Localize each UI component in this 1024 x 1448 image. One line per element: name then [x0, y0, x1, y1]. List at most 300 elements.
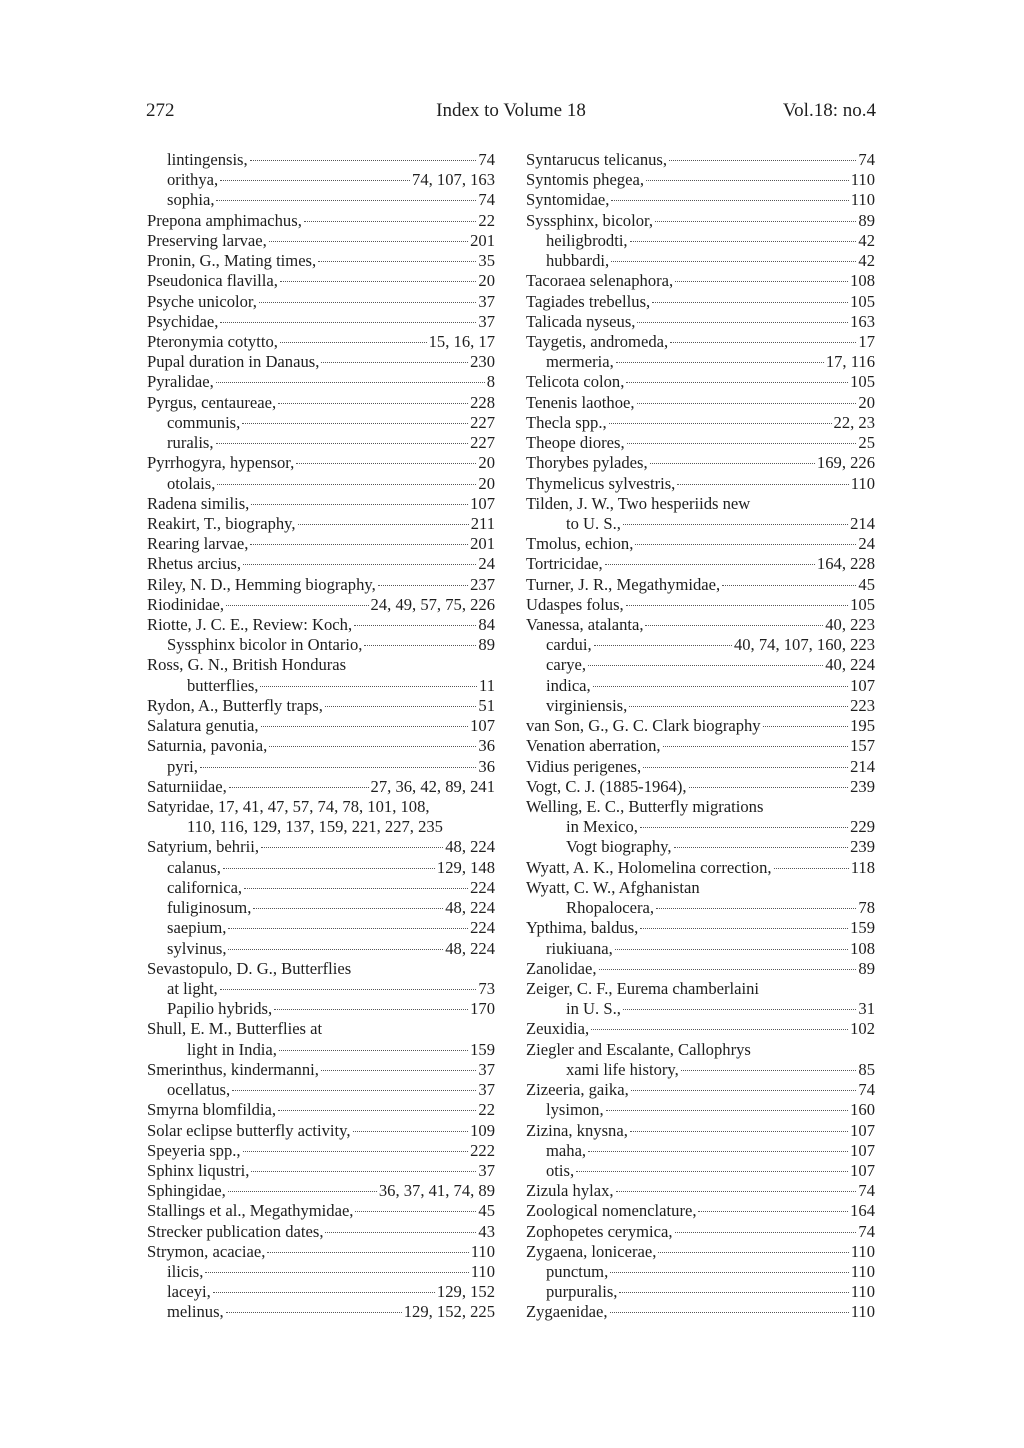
- index-term: Thorybes pylades,: [526, 453, 648, 473]
- index-term: light in India,: [187, 1039, 277, 1059]
- dot-leader: [267, 1252, 468, 1253]
- index-entry: [147, 1040, 495, 1060]
- index-term: Rhetus arcius,: [147, 554, 242, 574]
- page-references: 74: [858, 1080, 875, 1100]
- dot-leader: [228, 928, 468, 929]
- index-term: Syntomidae,: [526, 190, 610, 210]
- index-term: cardui,: [546, 635, 592, 655]
- page-references: 157: [850, 736, 875, 756]
- index-entry: [147, 251, 495, 271]
- index-term: Sphingidae,: [147, 1181, 226, 1201]
- dot-leader: [325, 1232, 476, 1233]
- dot-leader: [220, 322, 476, 323]
- index-term: Pupal duration in Danaus,: [147, 352, 320, 372]
- page-references: 37: [478, 291, 495, 311]
- index-entry: [526, 837, 875, 857]
- page-references: 78: [858, 898, 875, 918]
- dot-leader: [353, 1131, 469, 1132]
- index-entry: [147, 959, 495, 979]
- dot-leader: [229, 787, 369, 788]
- dot-leader: [355, 1211, 476, 1212]
- dot-leader: [321, 362, 468, 363]
- page-references: 230: [470, 352, 495, 372]
- index-term: Riodinidae,: [147, 594, 224, 614]
- index-term: Shull, E. M., Butterflies at: [147, 1019, 323, 1039]
- dot-leader: [280, 281, 477, 282]
- index-term: Smyrna blomfildia,: [147, 1100, 277, 1120]
- page-references: 89: [858, 210, 875, 230]
- index-term: Strymon, acaciae,: [147, 1241, 266, 1261]
- index-term: lintingensis,: [167, 150, 248, 169]
- dot-leader: [228, 1191, 377, 1192]
- index-entry: [147, 898, 495, 918]
- index-entry: [147, 1302, 495, 1322]
- index-term: otolais,: [167, 473, 216, 493]
- index-entry: [147, 1222, 495, 1242]
- index-term: Ross, G. N., British Honduras: [147, 655, 347, 675]
- page-references: 107: [850, 1140, 875, 1160]
- index-entry: [526, 190, 875, 210]
- dot-leader: [674, 847, 849, 848]
- dot-leader: [652, 302, 848, 303]
- index-entry: [526, 372, 875, 392]
- page-references: 107: [850, 1160, 875, 1180]
- dot-leader: [658, 1252, 848, 1253]
- page-references: 229: [850, 817, 875, 837]
- index-term: laceyi,: [167, 1282, 211, 1302]
- dot-leader: [681, 1070, 857, 1071]
- index-entry: [526, 1121, 875, 1141]
- index-term: melinus,: [167, 1302, 224, 1322]
- page-references: 110: [850, 473, 875, 493]
- index-term: Preserving larvae,: [147, 230, 267, 250]
- dot-leader: [588, 665, 823, 666]
- index-entry: [526, 453, 875, 473]
- dot-leader: [217, 484, 476, 485]
- index-term: Speyeria spp.,: [147, 1140, 241, 1160]
- dot-leader: [594, 645, 732, 646]
- index-entry: [147, 372, 495, 392]
- index-entry: [147, 554, 495, 574]
- page-references: 40, 224: [825, 655, 875, 675]
- index-entry: [526, 1080, 875, 1100]
- index-term: Udaspes folus,: [526, 594, 624, 614]
- index-entry: [526, 595, 875, 615]
- dot-leader: [626, 605, 848, 606]
- dot-leader: [640, 827, 848, 828]
- page-references: 24: [478, 554, 495, 574]
- index-term: Zanolidae,: [526, 958, 597, 978]
- dot-leader: [223, 868, 435, 869]
- dot-leader: [261, 847, 443, 848]
- index-entry: [147, 635, 495, 655]
- page-references: 36: [478, 756, 495, 776]
- page-references: 37: [478, 1160, 495, 1180]
- page-references: 15, 16, 17: [428, 331, 495, 351]
- dot-leader: [630, 1131, 848, 1132]
- dot-leader: [232, 1090, 476, 1091]
- index-term: ocellatus,: [167, 1080, 231, 1100]
- page-references: 118: [850, 857, 875, 877]
- index-entry: [526, 939, 875, 959]
- page-references: 129, 152: [436, 1282, 495, 1302]
- dot-leader: [278, 403, 468, 404]
- page-references: 201: [470, 230, 495, 250]
- index-term: Zoological nomenclature,: [526, 1201, 697, 1221]
- index-term: indica,: [546, 675, 591, 695]
- page-header: [146, 100, 876, 130]
- page-references: 110: [470, 1241, 495, 1261]
- index-entry: [147, 939, 495, 959]
- page-references: 48, 224: [445, 898, 495, 918]
- index-term: xami life history,: [566, 1059, 679, 1079]
- dot-leader: [611, 261, 856, 262]
- index-term: Venation aberration,: [526, 736, 661, 756]
- dot-leader: [216, 200, 476, 201]
- dot-leader: [763, 726, 849, 727]
- index-entry: [526, 878, 875, 898]
- index-term: maha,: [546, 1140, 587, 1160]
- dot-leader: [650, 463, 815, 464]
- index-entry: [147, 292, 495, 312]
- index-term: Vogt, C. J. (1885-1964),: [526, 776, 687, 796]
- index-term: Riotte, J. C. E., Review: Koch,: [147, 615, 353, 635]
- index-term: Reakirt, T., biography,: [147, 513, 296, 533]
- dot-leader: [205, 1272, 468, 1273]
- index-term: Zygaenidae,: [526, 1302, 608, 1322]
- page-references: 22: [478, 1100, 495, 1120]
- index-entry: [147, 433, 495, 453]
- index-entry: [526, 797, 875, 817]
- page-references: 8: [486, 372, 495, 392]
- page-references: 129, 152, 225: [403, 1302, 495, 1322]
- index-entry: [147, 494, 495, 514]
- index-entry: [147, 918, 495, 938]
- index-term: Zizula hylax,: [526, 1181, 614, 1201]
- index-term: in Mexico,: [566, 817, 638, 837]
- index-entry: [526, 757, 875, 777]
- page-references: 48, 224: [445, 837, 495, 857]
- index-term: to U. S.,: [566, 513, 621, 533]
- page-references: 24: [858, 534, 875, 554]
- index-entry: [147, 797, 495, 817]
- index-term: Pteronymia cotytto,: [147, 331, 278, 351]
- dot-leader: [378, 585, 468, 586]
- index-entry: [147, 757, 495, 777]
- page-references: 159: [850, 918, 875, 938]
- index-entry: [526, 1302, 875, 1322]
- index-entry: [526, 1222, 875, 1242]
- page-references: 37: [478, 1059, 495, 1079]
- index-term: lysimon,: [546, 1100, 604, 1120]
- index-entry: [526, 696, 875, 716]
- index-entry: [147, 979, 495, 999]
- page-references: 22: [478, 210, 495, 230]
- index-entry: [147, 1161, 495, 1181]
- page-references: 74, 107, 163: [412, 170, 495, 190]
- index-term: Pronin, G., Mating times,: [147, 251, 317, 271]
- page-references: 222: [470, 1140, 495, 1160]
- index-entry: [526, 413, 875, 433]
- index-term: Sphinx liqustri,: [147, 1160, 250, 1180]
- index-term: punctum,: [546, 1262, 609, 1282]
- index-entry: [526, 332, 875, 352]
- index-entry: [526, 271, 875, 291]
- index-term: Thymelicus sylvestris,: [526, 473, 676, 493]
- index-column-left: [147, 150, 495, 1323]
- index-entry: [147, 716, 495, 736]
- dot-leader: [656, 908, 856, 909]
- index-entry: [147, 332, 495, 352]
- running-title: Index to Volume 18: [436, 100, 586, 121]
- index-term: Syntarucus telicanus,: [526, 150, 668, 169]
- page-references: 107: [850, 675, 875, 695]
- index-term: Vogt biography,: [566, 837, 672, 857]
- index-entry: [147, 1080, 495, 1100]
- index-term: Zygaena, lonicerae,: [526, 1241, 657, 1261]
- index-entry: [147, 271, 495, 291]
- index-term: Zophopetes cerymica,: [526, 1221, 673, 1241]
- dot-leader: [675, 1232, 857, 1233]
- page-references: 84: [478, 615, 495, 635]
- dot-leader: [591, 1029, 848, 1030]
- dot-leader: [631, 1090, 857, 1091]
- index-entry: [147, 413, 495, 433]
- dot-leader: [610, 1312, 849, 1313]
- index-entry: [147, 1100, 495, 1120]
- index-term: Sevastopulo, D. G., Butterflies: [147, 958, 352, 978]
- index-entry: [526, 898, 875, 918]
- page-references: 110: [850, 190, 875, 210]
- index-entry: [526, 1141, 875, 1161]
- dot-leader: [669, 160, 856, 161]
- index-entry: [147, 878, 495, 898]
- index-entry: [526, 494, 875, 514]
- dot-leader: [216, 382, 485, 383]
- dot-leader: [216, 443, 469, 444]
- dot-leader: [605, 564, 815, 565]
- index-term: hubbardi,: [546, 251, 610, 271]
- page-references: 74: [858, 1181, 875, 1201]
- dot-leader: [279, 1050, 468, 1051]
- page-references: 48, 224: [445, 938, 495, 958]
- index-term: communis,: [167, 412, 241, 432]
- dot-leader: [588, 1151, 848, 1152]
- index-term: otis,: [546, 1160, 575, 1180]
- index-entry: [526, 676, 875, 696]
- page-references: 35: [478, 251, 495, 271]
- index-term: Ypthima, baldus,: [526, 918, 639, 938]
- page-references: 110: [850, 1262, 875, 1282]
- dot-leader: [250, 544, 468, 545]
- index-term: virginiensis,: [546, 695, 628, 715]
- index-entry: [526, 959, 875, 979]
- page-references: 89: [858, 958, 875, 978]
- index-term: Taygetis, andromeda,: [526, 331, 669, 351]
- index-term: Zeiger, C. F., Eurema chamberlaini: [526, 978, 760, 998]
- index-term: in U. S.,: [566, 999, 621, 1019]
- index-term: Pyralidae,: [147, 372, 214, 392]
- dot-leader: [609, 423, 832, 424]
- index-term: mermeria,: [546, 352, 614, 372]
- index-term: Tacoraea selenaphora,: [526, 271, 674, 291]
- page-references: 107: [470, 493, 495, 513]
- index-term: Zizina, knysna,: [526, 1120, 628, 1140]
- index-term: Talicada nyseus,: [526, 311, 636, 331]
- dot-leader: [298, 524, 469, 525]
- dot-leader: [610, 1272, 849, 1273]
- page-references: 224: [470, 918, 495, 938]
- index-entry: [526, 716, 875, 736]
- index-term: Rhopalocera,: [566, 898, 655, 918]
- page-references: 24, 49, 57, 75, 226: [370, 594, 495, 614]
- dot-leader: [200, 767, 477, 768]
- page-references: 211: [470, 513, 495, 533]
- index-term: Salatura genutia,: [147, 716, 259, 736]
- index-term: californica,: [167, 877, 243, 897]
- index-term: Syssphinx bicolor in Ontario,: [167, 635, 363, 655]
- dot-leader: [226, 605, 369, 606]
- index-entry: [526, 1040, 875, 1060]
- page-references: 163: [850, 311, 875, 331]
- index-entry: [147, 534, 495, 554]
- dot-leader: [228, 949, 443, 950]
- index-term: Wyatt, A. K., Holomelina correction,: [526, 857, 772, 877]
- dot-leader: [593, 686, 848, 687]
- index-entry: [147, 1019, 495, 1039]
- index-term: Saturniidae,: [147, 776, 227, 796]
- dot-leader: [626, 382, 848, 383]
- index-term: carye,: [546, 655, 587, 675]
- page-references: 110: [850, 1241, 875, 1261]
- page-references: 37: [478, 1080, 495, 1100]
- dot-leader: [663, 746, 849, 747]
- dot-leader: [616, 1191, 857, 1192]
- index-entry: [147, 1201, 495, 1221]
- index-entry: [526, 1262, 875, 1282]
- index-entry: [147, 1060, 495, 1080]
- page-references: 40, 74, 107, 160, 223: [733, 635, 875, 655]
- page-number: 272: [146, 100, 175, 121]
- page-references: 160: [850, 1100, 875, 1120]
- index-term: Satyrium, behrii,: [147, 837, 259, 857]
- page-references: 43: [478, 1221, 495, 1241]
- page-references: 164, 228: [816, 554, 875, 574]
- page-references: 20: [478, 453, 495, 473]
- dot-leader: [616, 362, 824, 363]
- index-term: Psyche unicolor,: [147, 291, 257, 311]
- page-references: 214: [850, 756, 875, 776]
- page-references: 51: [478, 695, 495, 715]
- index-entry: [147, 777, 495, 797]
- index-entry: [526, 575, 875, 595]
- page-references: 170: [470, 999, 495, 1019]
- page-references: 17, 116: [825, 352, 875, 372]
- index-term: Papilio hybrids,: [167, 999, 273, 1019]
- index-term: Zeuxidia,: [526, 1019, 590, 1039]
- page-references: 42: [858, 251, 875, 271]
- index-term: Tenenis laothoe,: [526, 392, 635, 412]
- index-entry: [147, 696, 495, 716]
- page-references: 110: [850, 170, 875, 190]
- page-references: 223: [850, 695, 875, 715]
- index-entry: [147, 1141, 495, 1161]
- index-term: Syssphinx, bicolor,: [526, 210, 654, 230]
- page-references: 74: [858, 1221, 875, 1241]
- dot-leader: [646, 180, 849, 181]
- dot-leader: [698, 1211, 848, 1212]
- index-term: Psychidae,: [147, 311, 219, 331]
- index-term: pyri,: [167, 756, 198, 776]
- index-entry: [526, 777, 875, 797]
- page-references: 74: [478, 150, 495, 169]
- index-entry: [526, 918, 875, 938]
- dot-leader: [325, 706, 477, 707]
- index-term: ruralis,: [167, 433, 214, 453]
- index-entry: [147, 170, 495, 190]
- dot-leader: [244, 888, 468, 889]
- page-references: 73: [478, 978, 495, 998]
- page-references: 108: [850, 938, 875, 958]
- index-term: purpuralis,: [546, 1282, 618, 1302]
- index-entry: [526, 352, 875, 372]
- dot-leader: [677, 484, 848, 485]
- index-term: van Son, G., G. C. Clark biography: [526, 716, 761, 736]
- page-references: 17: [858, 331, 875, 351]
- dot-leader: [630, 241, 857, 242]
- page-references: 74: [478, 190, 495, 210]
- index-entry: [147, 676, 495, 696]
- index-term: Saturnia, pavonia,: [147, 736, 268, 756]
- index-entry: [526, 514, 875, 534]
- index-term: Satyridae, 17, 41, 47, 57, 74, 78, 101, 108,: [147, 797, 430, 816]
- dot-leader: [576, 1171, 848, 1172]
- index-entry: [526, 1201, 875, 1221]
- page-references: 239: [850, 776, 875, 796]
- index-term: Pyrrhogyra, hypensor,: [147, 453, 295, 473]
- index-entry: [526, 211, 875, 231]
- index-term: heiligbrodti,: [546, 230, 628, 250]
- index-term: Syntomis phegea,: [526, 170, 644, 190]
- index-entry: [147, 999, 495, 1019]
- dot-leader: [623, 1009, 857, 1010]
- index-term: Stallings et al., Megathymidae,: [147, 1201, 354, 1221]
- dot-leader: [611, 200, 848, 201]
- index-entry: [147, 211, 495, 231]
- index-entry: [526, 999, 875, 1019]
- index-term: Rydon, A., Butterfly traps,: [147, 695, 323, 715]
- index-entry: [526, 312, 875, 332]
- index-term: sophia,: [167, 190, 215, 210]
- dot-leader: [321, 1070, 476, 1071]
- index-term: butterflies,: [187, 675, 259, 695]
- page-references: 20: [858, 392, 875, 412]
- index-entry: [526, 393, 875, 413]
- dot-leader: [220, 180, 410, 181]
- dot-leader: [354, 625, 476, 626]
- index-entry: [526, 1282, 875, 1302]
- dot-leader: [261, 726, 469, 727]
- page-references: 107: [850, 1120, 875, 1140]
- index-term: Strecker publication dates,: [147, 1221, 324, 1241]
- page-references: 105: [850, 594, 875, 614]
- index-term: Tortricidae,: [526, 554, 603, 574]
- dot-leader: [364, 645, 476, 646]
- index-entry: [526, 1100, 875, 1120]
- page-references: 214: [850, 513, 875, 533]
- page-references: 20: [478, 473, 495, 493]
- page-references: 74: [858, 150, 875, 169]
